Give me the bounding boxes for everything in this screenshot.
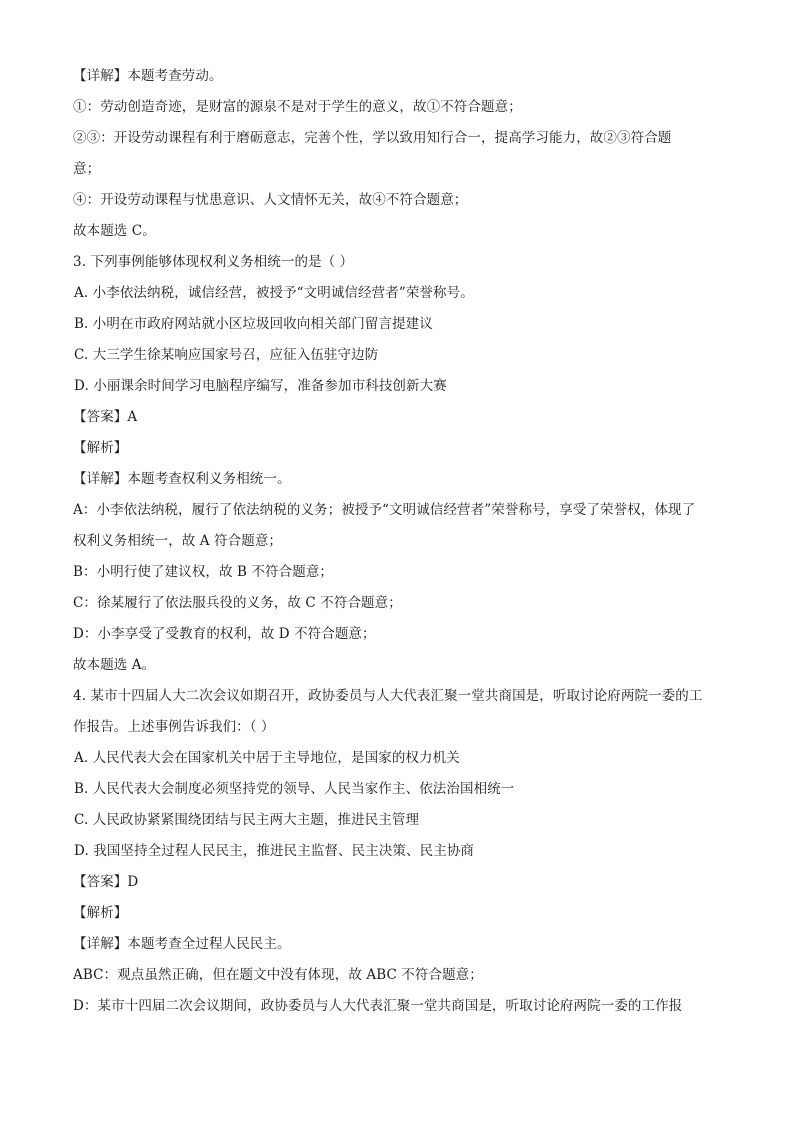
analysis-item-4: ④：开设劳动课程与忧患意识、人文情怀无关，故④不符合题意； <box>73 192 468 208</box>
question-3-option-d: D. 小丽课余时间学习电脑程序编写，准备参加市科技创新大赛 <box>74 378 447 394</box>
question-3-option-a: A. 小李依法纳税，诚信经营，被授予“文明诚信经营者”荣誉称号。 <box>74 285 474 301</box>
question-4-option-c: C. 人民政协紧紧围绕团结与民主两大主题，推进民主管理 <box>74 812 420 828</box>
detail-heading-4: 【详解】本题考查全过程人民民主。 <box>73 936 291 952</box>
explain-4-d: D：某市十四届二次会议期间，政协委员与人大代表汇聚一堂共商国是，听取讨论府两院一委的工作报 <box>73 998 683 1014</box>
detail-heading-3: 【详解】本题考查权利义务相统一。 <box>73 471 291 487</box>
explain-3-a-cont: 权利义务相统一，故 A 符合题意； <box>73 533 283 549</box>
analysis-item-23-cont: 意； <box>73 161 101 177</box>
explain-3-a: A：小李依法纳税，履行了依法纳税的义务；被授予“文明诚信经营者”荣誉称号，享受了荣誉权，体现了 <box>73 502 696 518</box>
question-4-cont: 作报告。上述事例告诉我们：（ ） <box>73 719 275 735</box>
conclusion-3: 故本题选 A。 <box>73 657 156 673</box>
analysis-item-23: ②③：开设劳动课程有利于磨砺意志，完善个性，学以致用知行合一，提高学习能力，故②③符合题 <box>73 130 672 146</box>
question-4: 4. 某市十四届人大二次会议如期召开，政协委员与人大代表汇聚一堂共商国是，听取讨论府两院一委的工 <box>73 688 703 704</box>
question-4-option-d: D. 我国坚持全过程人民民主，推进民主监督、民主决策、民主协商 <box>74 843 475 859</box>
question-3: 3. 下列事例能够体现权利义务相统一的是（ ） <box>73 254 354 270</box>
question-4-option-b: B. 人民代表大会制度必须坚持党的领导、人民当家作主、依法治国相统一 <box>74 781 515 797</box>
analysis-item-1: ①：劳动创造奇迹，是财富的源泉不是对于学生的意义，故①不符合题意； <box>73 99 522 115</box>
answer-4: 【答案】D <box>73 874 139 890</box>
explain-3-c: C：徐某履行了依法服兵役的义务，故 C 不符合题意； <box>73 595 402 611</box>
question-4-option-a: A. 人民代表大会在国家机关中居于主导地位，是国家的权力机关 <box>74 750 460 766</box>
answer-3: 【答案】A <box>73 409 138 425</box>
detail-heading-labor: 【详解】本题考查劳动。 <box>73 68 223 84</box>
explain-4-abc: ABC：观点虽然正确，但在题文中没有体现，故 ABC 不符合题意； <box>73 967 483 983</box>
explain-3-d: D：小李享受了受教育的权利，故 D 不符合题意； <box>73 626 376 642</box>
analysis-heading-4: 【解析】 <box>73 905 128 921</box>
analysis-heading-3: 【解析】 <box>73 440 128 456</box>
explain-3-b: B：小明行使了建议权，故 B 不符合题意； <box>73 564 334 580</box>
question-3-option-c: C. 大三学生徐某响应国家号召，应征入伍驻守边防 <box>74 347 379 363</box>
question-3-option-b: B. 小明在市政府网站就小区垃圾回收向相关部门留言提建议 <box>74 316 433 332</box>
conclusion-c: 故本题选 C。 <box>73 223 156 239</box>
